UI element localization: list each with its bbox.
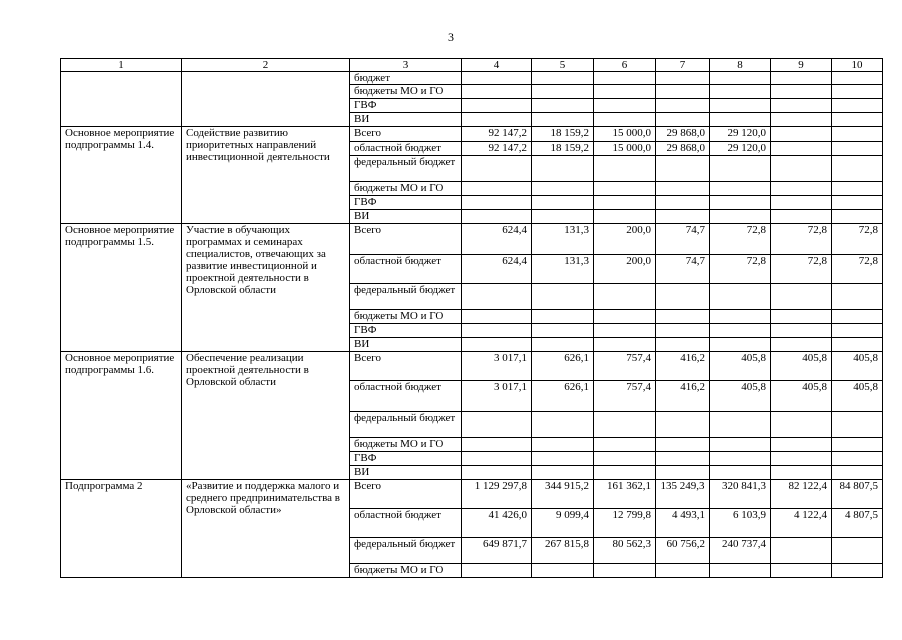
- value-cell: [656, 438, 710, 452]
- value-cell: 161 362,1: [594, 480, 656, 509]
- value-cell: [532, 182, 594, 196]
- funding-source-cell: областной бюджет: [350, 509, 462, 538]
- value-cell: 9 099,4: [532, 509, 594, 538]
- value-cell: [832, 538, 883, 564]
- value-cell: [832, 324, 883, 338]
- value-cell: [771, 182, 832, 196]
- value-cell: 41 426,0: [462, 509, 532, 538]
- value-cell: [594, 210, 656, 224]
- value-cell: [594, 85, 656, 99]
- header-cell: 1: [61, 59, 182, 72]
- value-cell: [656, 564, 710, 578]
- value-cell: [532, 310, 594, 324]
- value-cell: 200,0: [594, 224, 656, 255]
- activity-cell: Основное мероприятие подпрограммы 1.6.: [61, 352, 182, 480]
- header-cell: 10: [832, 59, 883, 72]
- value-cell: 92 147,2: [462, 142, 532, 156]
- value-cell: [832, 438, 883, 452]
- value-cell: 757,4: [594, 381, 656, 412]
- value-cell: 84 807,5: [832, 480, 883, 509]
- value-cell: [462, 72, 532, 85]
- funding-source-cell: бюджеты МО и ГО: [350, 564, 462, 578]
- value-cell: 624,4: [462, 255, 532, 284]
- value-cell: [594, 564, 656, 578]
- value-cell: [462, 284, 532, 310]
- value-cell: 92 147,2: [462, 127, 532, 142]
- funding-source-cell: ГВФ: [350, 452, 462, 466]
- funding-source-cell: ВИ: [350, 113, 462, 127]
- funding-source-cell: Всего: [350, 480, 462, 509]
- value-cell: [656, 452, 710, 466]
- value-cell: [832, 196, 883, 210]
- value-cell: [594, 182, 656, 196]
- value-cell: 72,8: [710, 255, 771, 284]
- value-cell: [532, 324, 594, 338]
- value-cell: 29 868,0: [656, 142, 710, 156]
- value-cell: [532, 196, 594, 210]
- value-cell: [532, 156, 594, 182]
- value-cell: 29 868,0: [656, 127, 710, 142]
- value-cell: 131,3: [532, 255, 594, 284]
- value-cell: 3 017,1: [462, 381, 532, 412]
- value-cell: 416,2: [656, 352, 710, 381]
- funding-source-cell: Всего: [350, 224, 462, 255]
- value-cell: [656, 156, 710, 182]
- value-cell: 649 871,7: [462, 538, 532, 564]
- value-cell: [462, 196, 532, 210]
- value-cell: [771, 452, 832, 466]
- value-cell: 80 562,3: [594, 538, 656, 564]
- value-cell: 320 841,3: [710, 480, 771, 509]
- value-cell: 416,2: [656, 381, 710, 412]
- value-cell: [710, 284, 771, 310]
- value-cell: 200,0: [594, 255, 656, 284]
- funding-source-cell: ГВФ: [350, 196, 462, 210]
- value-cell: [594, 113, 656, 127]
- funding-source-cell: областной бюджет: [350, 255, 462, 284]
- table-row: [61, 224, 883, 255]
- header-cell: 3: [350, 59, 462, 72]
- value-cell: 135 249,3: [656, 480, 710, 509]
- value-cell: [771, 72, 832, 85]
- description-cell: Участие в обучающих программах и семинарах специалистов, отвечающих за развитие инвестиционной и проектной деятельности в Орловской области: [182, 224, 350, 352]
- activity-cell: Основное мероприятие подпрограммы 1.4.: [61, 127, 182, 224]
- value-cell: 626,1: [532, 352, 594, 381]
- value-cell: 72,8: [710, 224, 771, 255]
- value-cell: [462, 182, 532, 196]
- value-cell: 240 737,4: [710, 538, 771, 564]
- value-cell: [771, 466, 832, 480]
- value-cell: [462, 324, 532, 338]
- value-cell: [710, 99, 771, 113]
- value-cell: [532, 284, 594, 310]
- value-cell: [532, 72, 594, 85]
- value-cell: [594, 284, 656, 310]
- value-cell: [710, 72, 771, 85]
- value-cell: [771, 142, 832, 156]
- value-cell: [462, 564, 532, 578]
- value-cell: [710, 310, 771, 324]
- funding-source-cell: ВИ: [350, 338, 462, 352]
- value-cell: [594, 438, 656, 452]
- value-cell: 74,7: [656, 255, 710, 284]
- value-cell: [710, 210, 771, 224]
- value-cell: 4 493,1: [656, 509, 710, 538]
- value-cell: [532, 466, 594, 480]
- funding-source-cell: федеральный бюджет: [350, 156, 462, 182]
- value-cell: [710, 438, 771, 452]
- value-cell: 72,8: [832, 255, 883, 284]
- value-cell: 405,8: [832, 381, 883, 412]
- value-cell: [532, 210, 594, 224]
- value-cell: [532, 412, 594, 438]
- funding-source-cell: федеральный бюджет: [350, 284, 462, 310]
- value-cell: 267 815,8: [532, 538, 594, 564]
- value-cell: [832, 412, 883, 438]
- value-cell: [771, 564, 832, 578]
- table-row: [61, 480, 883, 509]
- value-cell: 72,8: [771, 224, 832, 255]
- value-cell: [771, 310, 832, 324]
- value-cell: 60 756,2: [656, 538, 710, 564]
- table-row: [61, 352, 883, 381]
- value-cell: [532, 564, 594, 578]
- value-cell: 29 120,0: [710, 127, 771, 142]
- value-cell: [656, 182, 710, 196]
- value-cell: [771, 113, 832, 127]
- value-cell: 405,8: [771, 381, 832, 412]
- funding-source-cell: Всего: [350, 352, 462, 381]
- value-cell: 624,4: [462, 224, 532, 255]
- value-cell: 405,8: [710, 381, 771, 412]
- value-cell: 4 122,4: [771, 509, 832, 538]
- value-cell: [594, 466, 656, 480]
- activity-cell: Подпрограмма 2: [61, 480, 182, 578]
- value-cell: [710, 338, 771, 352]
- value-cell: [594, 324, 656, 338]
- value-cell: [532, 85, 594, 99]
- value-cell: 757,4: [594, 352, 656, 381]
- value-cell: [832, 310, 883, 324]
- value-cell: [832, 284, 883, 310]
- funding-source-cell: областной бюджет: [350, 142, 462, 156]
- activity-cell: [61, 72, 182, 127]
- description-cell: Содействие развитию приоритетных направлений инвестиционной деятельности: [182, 127, 350, 224]
- value-cell: [832, 72, 883, 85]
- value-cell: [832, 452, 883, 466]
- value-cell: [594, 196, 656, 210]
- value-cell: 405,8: [832, 352, 883, 381]
- value-cell: 74,7: [656, 224, 710, 255]
- header-cell: 8: [710, 59, 771, 72]
- funding-source-cell: ВИ: [350, 466, 462, 480]
- value-cell: [832, 466, 883, 480]
- value-cell: [832, 564, 883, 578]
- value-cell: [832, 156, 883, 182]
- value-cell: [462, 412, 532, 438]
- value-cell: 82 122,4: [771, 480, 832, 509]
- value-cell: [656, 412, 710, 438]
- funding-source-cell: ГВФ: [350, 324, 462, 338]
- funding-source-cell: федеральный бюджет: [350, 412, 462, 438]
- header-cell: 4: [462, 59, 532, 72]
- value-cell: [656, 338, 710, 352]
- value-cell: 3 017,1: [462, 352, 532, 381]
- value-cell: [710, 85, 771, 99]
- description-cell: Обеспечение реализации проектной деятельности в Орловской области: [182, 352, 350, 480]
- value-cell: [462, 156, 532, 182]
- value-cell: 405,8: [710, 352, 771, 381]
- value-cell: [532, 338, 594, 352]
- funding-source-cell: ГВФ: [350, 99, 462, 113]
- value-cell: [832, 338, 883, 352]
- value-cell: [656, 85, 710, 99]
- value-cell: [594, 338, 656, 352]
- value-cell: [656, 310, 710, 324]
- value-cell: 405,8: [771, 352, 832, 381]
- funding-source-cell: бюджеты МО и ГО: [350, 85, 462, 99]
- funding-source-cell: ВИ: [350, 210, 462, 224]
- description-cell: [182, 72, 350, 127]
- value-cell: [594, 72, 656, 85]
- value-cell: 344 915,2: [532, 480, 594, 509]
- table-row: [61, 127, 883, 142]
- funding-source-cell: бюджеты МО и ГО: [350, 310, 462, 324]
- value-cell: [656, 466, 710, 480]
- value-cell: [832, 142, 883, 156]
- value-cell: 18 159,2: [532, 127, 594, 142]
- value-cell: [771, 284, 832, 310]
- value-cell: [710, 452, 771, 466]
- value-cell: [771, 99, 832, 113]
- value-cell: 15 000,0: [594, 127, 656, 142]
- funding-source-cell: Всего: [350, 127, 462, 142]
- value-cell: [710, 412, 771, 438]
- value-cell: 6 103,9: [710, 509, 771, 538]
- value-cell: 72,8: [771, 255, 832, 284]
- value-cell: [594, 99, 656, 113]
- header-cell: 7: [656, 59, 710, 72]
- value-cell: [710, 182, 771, 196]
- value-cell: [656, 99, 710, 113]
- value-cell: [832, 85, 883, 99]
- value-cell: [771, 538, 832, 564]
- value-cell: [462, 210, 532, 224]
- value-cell: 29 120,0: [710, 142, 771, 156]
- value-cell: [710, 113, 771, 127]
- header-row: [61, 59, 883, 72]
- value-cell: [771, 412, 832, 438]
- value-cell: [532, 99, 594, 113]
- value-cell: [710, 564, 771, 578]
- value-cell: 15 000,0: [594, 142, 656, 156]
- page-number: 3: [448, 30, 454, 44]
- value-cell: [832, 210, 883, 224]
- value-cell: [771, 438, 832, 452]
- value-cell: 4 807,5: [832, 509, 883, 538]
- funding-source-cell: областной бюджет: [350, 381, 462, 412]
- value-cell: [771, 196, 832, 210]
- value-cell: [656, 113, 710, 127]
- value-cell: 12 799,8: [594, 509, 656, 538]
- header-cell: 5: [532, 59, 594, 72]
- value-cell: [532, 438, 594, 452]
- value-cell: [710, 324, 771, 338]
- value-cell: [532, 452, 594, 466]
- value-cell: 131,3: [532, 224, 594, 255]
- value-cell: [656, 72, 710, 85]
- funding-source-cell: бюджеты МО и ГО: [350, 438, 462, 452]
- value-cell: [656, 210, 710, 224]
- funding-source-cell: бюджеты МО и ГО: [350, 182, 462, 196]
- value-cell: [771, 210, 832, 224]
- header-cell: 6: [594, 59, 656, 72]
- value-cell: [710, 196, 771, 210]
- value-cell: [462, 310, 532, 324]
- value-cell: [594, 310, 656, 324]
- value-cell: [594, 156, 656, 182]
- value-cell: [771, 85, 832, 99]
- value-cell: [832, 113, 883, 127]
- value-cell: [462, 466, 532, 480]
- value-cell: [832, 127, 883, 142]
- value-cell: [462, 438, 532, 452]
- funding-source-cell: бюджет: [350, 72, 462, 85]
- value-cell: 626,1: [532, 381, 594, 412]
- value-cell: [832, 182, 883, 196]
- value-cell: [656, 196, 710, 210]
- activity-cell: Основное мероприятие подпрограммы 1.5.: [61, 224, 182, 352]
- value-cell: [594, 452, 656, 466]
- value-cell: [656, 324, 710, 338]
- budget-table: [60, 58, 883, 578]
- value-cell: [462, 85, 532, 99]
- value-cell: [771, 338, 832, 352]
- value-cell: [710, 156, 771, 182]
- value-cell: [656, 284, 710, 310]
- header-cell: 2: [182, 59, 350, 72]
- value-cell: [771, 127, 832, 142]
- value-cell: [771, 324, 832, 338]
- value-cell: [832, 99, 883, 113]
- value-cell: [594, 412, 656, 438]
- header-cell: 9: [771, 59, 832, 72]
- value-cell: 18 159,2: [532, 142, 594, 156]
- value-cell: 1 129 297,8: [462, 480, 532, 509]
- value-cell: [462, 338, 532, 352]
- value-cell: [532, 113, 594, 127]
- value-cell: [771, 156, 832, 182]
- table-row: [61, 72, 883, 85]
- value-cell: [462, 113, 532, 127]
- value-cell: [462, 452, 532, 466]
- value-cell: 72,8: [832, 224, 883, 255]
- description-cell: «Развитие и поддержка малого и среднего предпринимательства в Орловской области»: [182, 480, 350, 578]
- funding-source-cell: федеральный бюджет: [350, 538, 462, 564]
- value-cell: [710, 466, 771, 480]
- value-cell: [462, 99, 532, 113]
